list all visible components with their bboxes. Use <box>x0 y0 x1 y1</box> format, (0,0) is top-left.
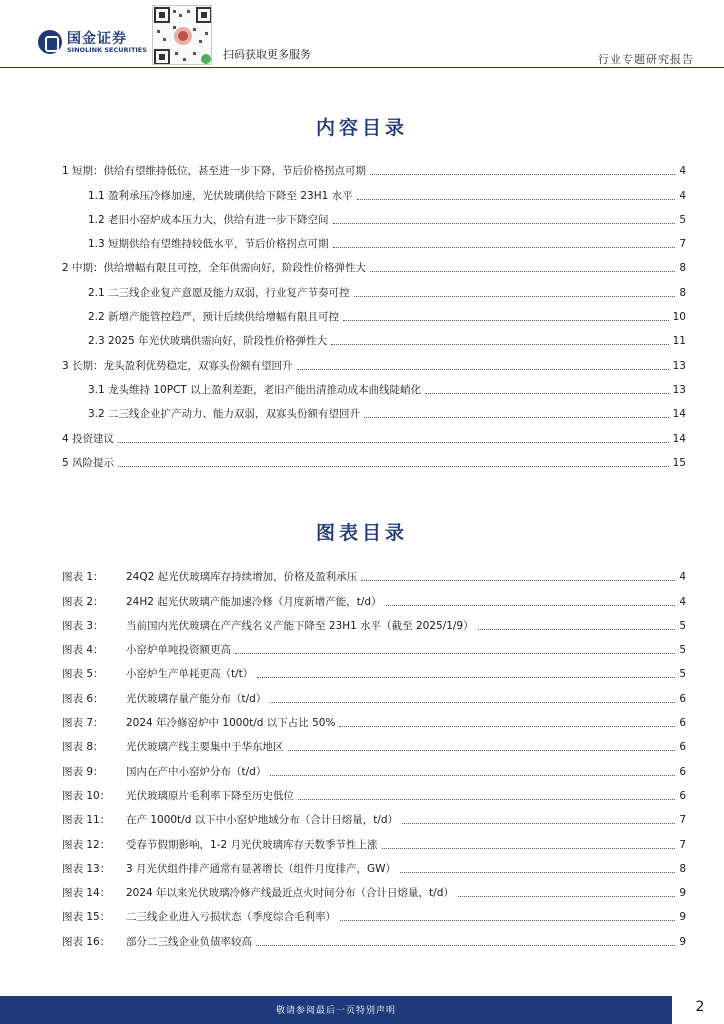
figure-item[interactable] <box>62 754 686 778</box>
toc-item-label: 2 中期：供给增幅有限且可控，全年供需向好，阶段性价格弹性大 <box>62 262 367 275</box>
figure-title: 受春节假期影响，1-2 月光伏玻璃库存天数季节性上涨 <box>126 838 378 851</box>
figure-item[interactable] <box>62 633 686 657</box>
company-logo <box>38 28 148 56</box>
toc-item-page: 7 <box>679 238 686 251</box>
toc-item[interactable] <box>62 227 686 251</box>
toc-item[interactable] <box>62 300 686 324</box>
toc-item-label: 1.3 短期供给有望维持较低水平，节后价格拐点可期 <box>88 238 329 251</box>
toc-item-label: 2.1 二三线企业复产意愿及能力双弱，行业复产节奏可控 <box>88 286 350 299</box>
leader-dots <box>331 344 669 345</box>
figure-page: 6 <box>679 717 686 730</box>
leader-dots <box>386 605 676 606</box>
toc-item-page: 5 <box>679 213 686 226</box>
figure-page: 6 <box>679 741 686 754</box>
leader-dots <box>257 677 675 678</box>
toc-item-label: 2.3 2025 年光伏玻璃供需向好，阶段性价格弹性大 <box>88 335 328 348</box>
toc-item-page: 11 <box>672 335 686 348</box>
toc-item-label: 1 短期：供给有望维持低位，甚至进一步下降，节后价格拐点可期 <box>62 165 367 178</box>
header-divider <box>0 67 724 68</box>
toc-item[interactable] <box>62 373 686 397</box>
toc-item[interactable] <box>62 446 686 470</box>
toc-item[interactable] <box>62 324 686 348</box>
toc-item[interactable] <box>62 421 686 445</box>
figure-number: 图表 3： <box>62 619 104 632</box>
page-number: 2 <box>695 999 705 1015</box>
leader-dots <box>343 320 669 321</box>
figure-title: 3 月光伏组件排产通常有显著增长（组件月度排产，GW） <box>126 862 397 875</box>
toc-item-label: 3.1 龙头维持 10PCT 以上盈利差距，老旧产能出清推动成本曲线陡峭化 <box>88 383 422 396</box>
figure-page: 6 <box>679 692 686 705</box>
figure-title: 2024 年冷修窑炉中 1000t/d 以下占比 50% <box>126 717 336 730</box>
logo-name-cn: 国金证券 <box>67 31 127 47</box>
figure-item[interactable] <box>62 876 686 900</box>
figure-page: 8 <box>679 862 686 875</box>
leader-dots <box>364 417 669 418</box>
figure-item[interactable] <box>62 803 686 827</box>
leader-dots <box>333 247 676 248</box>
figure-title: 小窑炉生产单耗更高（t/t） <box>126 668 254 681</box>
leader-dots <box>297 369 669 370</box>
figure-title: 小窑炉单吨投资额更高 <box>126 644 231 657</box>
page-footer <box>0 996 724 1024</box>
figure-page: 4 <box>679 595 686 608</box>
figure-title: 光伏玻璃存量产能分布（t/d） <box>126 692 267 705</box>
toc-item-page: 14 <box>672 432 686 445</box>
disclaimer-note: 敬请参阅最后一页特别声明 <box>275 1006 396 1016</box>
figure-page: 5 <box>679 644 686 657</box>
toc-item[interactable] <box>62 178 686 202</box>
toc-item-page: 10 <box>672 311 686 324</box>
toc-item-page: 13 <box>672 359 686 372</box>
figure-page: 4 <box>679 571 686 584</box>
toc-item-label: 1.2 老旧小窑炉成本压力大，供给有进一步下降空间 <box>88 213 329 226</box>
figure-item[interactable] <box>62 560 686 584</box>
leader-dots <box>402 823 675 824</box>
figure-item[interactable] <box>62 584 686 608</box>
leader-dots <box>118 466 669 467</box>
leader-dots <box>298 799 675 800</box>
figure-page: 9 <box>679 935 686 948</box>
figure-title: 在产 1000t/d 以下中小窑炉地域分布（合计日熔量，t/d） <box>126 814 399 827</box>
logo-name-en: SINOLINK SECURITIES <box>67 46 147 54</box>
figure-number: 图表 10： <box>62 789 111 802</box>
qr-caption: 扫码获取更多服务 <box>223 48 311 61</box>
leader-dots <box>270 702 675 703</box>
figure-item[interactable] <box>62 852 686 876</box>
figure-page: 6 <box>679 789 686 802</box>
toc-item[interactable] <box>62 203 686 227</box>
toc-item[interactable] <box>62 154 686 178</box>
figure-item[interactable] <box>62 730 686 754</box>
toc-item[interactable] <box>62 348 686 372</box>
figure-number: 图表 7： <box>62 717 104 730</box>
leader-dots <box>458 896 675 897</box>
figure-title: 24Q2 起光伏玻璃库存持续增加，价格及盈利承压 <box>126 571 358 584</box>
leader-dots <box>256 945 675 946</box>
leader-dots <box>333 223 676 224</box>
figure-list <box>62 560 686 949</box>
toc-item-label: 2.2 新增产能管控趋严，预计后续供给增幅有限且可控 <box>88 311 340 324</box>
footer-bar <box>0 996 672 1024</box>
figure-number: 图表 15： <box>62 911 111 924</box>
leader-dots <box>118 442 669 443</box>
toc-item[interactable] <box>62 275 686 299</box>
figure-page: 7 <box>679 814 686 827</box>
figure-number: 图表 1： <box>62 571 104 584</box>
figure-title: 光伏玻璃产线主要集中于华东地区 <box>126 741 284 754</box>
toc-item-label: 3.2 二三线企业扩产动力、能力双弱，双寡头份额有望回升 <box>88 408 361 421</box>
leader-dots <box>370 174 675 175</box>
figure-item[interactable] <box>62 706 686 730</box>
page-header <box>0 0 724 68</box>
toc-item-label: 5 风险提示 <box>62 456 115 469</box>
figure-item[interactable] <box>62 900 686 924</box>
leader-dots <box>400 872 675 873</box>
logo-icon <box>38 30 62 54</box>
figure-number: 图表 8： <box>62 741 104 754</box>
toc-item-page: 8 <box>679 262 686 275</box>
qr-code-image[interactable] <box>152 5 212 65</box>
figure-list-title: 图表目录 <box>315 522 408 544</box>
figure-title: 24H2 起光伏玻璃产能加速冷修（月度新增产能，t/d） <box>126 595 382 608</box>
figure-number: 图表 2： <box>62 595 104 608</box>
leader-dots <box>270 775 675 776</box>
leader-dots <box>288 750 676 751</box>
figure-number: 图表 4： <box>62 644 104 657</box>
toc-item[interactable] <box>62 251 686 275</box>
figure-number: 图表 12： <box>62 838 111 851</box>
toc-item-label: 1.1 盈利承压冷修加速，光伏玻璃供给下降至 23H1 水平 <box>88 189 353 202</box>
leader-dots <box>382 848 676 849</box>
qr-code-icon <box>153 6 212 65</box>
toc-item-page: 13 <box>672 383 686 396</box>
leader-dots <box>357 199 676 200</box>
leader-dots <box>425 393 668 394</box>
report-type-label: 行业专题研究报告 <box>598 53 694 66</box>
toc-item[interactable] <box>62 397 686 421</box>
figure-item[interactable] <box>62 827 686 851</box>
figure-page: 5 <box>679 619 686 632</box>
figure-page: 9 <box>679 887 686 900</box>
figure-title: 2024 年以来光伏玻璃冷修产线最近点火时间分布（合计日熔量，t/d） <box>126 887 454 900</box>
toc-item-page: 15 <box>672 456 686 469</box>
toc-item-label: 3 长期：龙头盈利优势稳定，双寡头份额有望回升 <box>62 359 293 372</box>
figure-page: 9 <box>679 911 686 924</box>
leader-dots <box>354 296 676 297</box>
figure-page: 7 <box>679 838 686 851</box>
figure-number: 图表 5： <box>62 668 104 681</box>
toc-item-page: 8 <box>679 286 686 299</box>
toc-title: 内容目录 <box>315 117 408 139</box>
figure-item[interactable] <box>62 681 686 705</box>
figure-number: 图表 6： <box>62 692 104 705</box>
figure-title: 当前国内光伏玻璃在产产线名义产能下降至 23H1 水平（截至 2025/1/9） <box>126 619 474 632</box>
leader-dots <box>478 629 676 630</box>
figure-page: 5 <box>679 668 686 681</box>
figure-page: 6 <box>679 765 686 778</box>
figure-number: 图表 13： <box>62 862 111 875</box>
figure-number: 图表 9： <box>62 765 104 778</box>
figure-title: 国内在产中小窑炉分布（t/d） <box>126 765 267 778</box>
toc-list <box>62 154 686 470</box>
figure-number: 图表 16： <box>62 935 111 948</box>
figure-item[interactable] <box>62 924 686 948</box>
toc-item-page: 4 <box>679 189 686 202</box>
leader-dots <box>340 920 675 921</box>
figure-number: 图表 11： <box>62 814 111 827</box>
leader-dots <box>235 653 675 654</box>
figure-number: 图表 14： <box>62 887 111 900</box>
toc-item-label: 4 投资建议 <box>62 432 115 445</box>
figure-item[interactable] <box>62 779 686 803</box>
leader-dots <box>339 726 675 727</box>
figure-item[interactable] <box>62 609 686 633</box>
toc-item-page: 14 <box>672 408 686 421</box>
figure-title: 部分二三线企业负债率较高 <box>126 935 252 948</box>
figure-title: 光伏玻璃原片毛利率下降至历史低位 <box>126 789 294 802</box>
figure-item[interactable] <box>62 657 686 681</box>
toc-item-page: 4 <box>679 165 686 178</box>
leader-dots <box>361 580 675 581</box>
figure-title: 二三线企业进入亏损状态（季度综合毛利率） <box>126 911 336 924</box>
leader-dots <box>370 271 675 272</box>
